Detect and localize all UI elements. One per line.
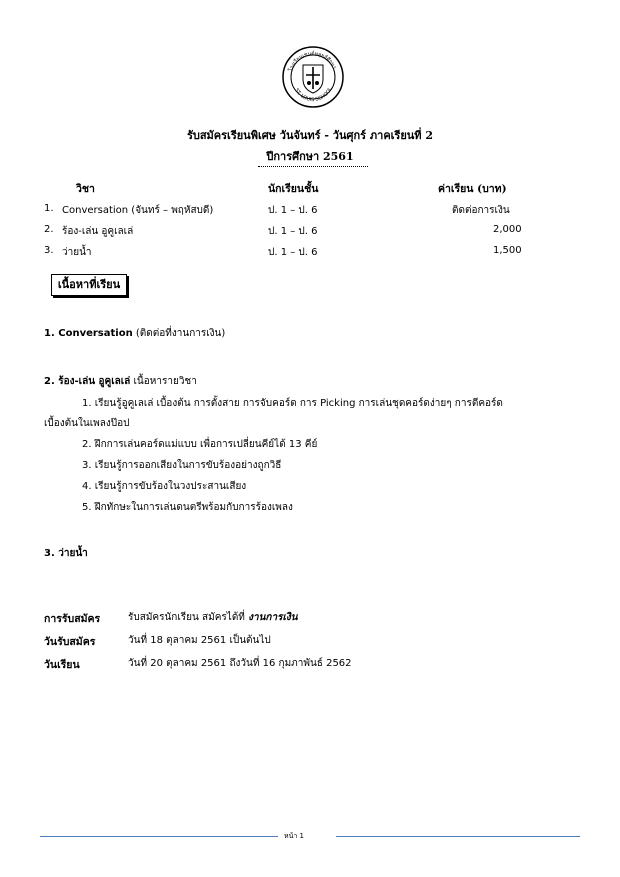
application-date-label: วันรับสมัคร <box>44 636 96 648</box>
page-title: รับสมัครเรียนพิเศษ วันจันทร์ - วันศุกร์ ภาคเรียนที่ 2 <box>186 129 434 142</box>
apply-value <box>128 610 298 625</box>
apply-text: รับสมัครนักเรียน สมัครได้ที่ <box>128 612 245 623</box>
section-2-item-2: 2. ฝึกการเล่นคอร์ดแม่แบบ เพื่อการเปลี่ยนคีย์ได้ 13 คีย์ <box>82 439 318 450</box>
table-row-fee: 1,500 <box>493 245 522 256</box>
footer-line-left <box>40 836 278 837</box>
table-row-no: 3. <box>44 245 54 256</box>
apply-place: งานการเงิน <box>248 612 298 623</box>
table-header-fee: ค่าเรียน (บาท) <box>438 183 507 195</box>
svg-text:ST. LOUIS SCHOOL: ST. LOUIS SCHOOL <box>293 86 334 104</box>
table-row-fee: 2,000 <box>493 224 522 235</box>
section-1-title: 1. Conversation <box>44 328 133 339</box>
page-number: หน้า 1 <box>284 832 305 840</box>
section-2-suffix: เนื้อหารายวิชา <box>133 376 197 387</box>
school-seal-logo <box>281 45 345 109</box>
study-date-value: วันที่ 20 ตุลาคม 2561 ถึงวันที่ 16 กุมภาพันธ์ 2562 <box>128 658 352 669</box>
table-header-level: นักเรียนชั้น <box>268 183 319 195</box>
academic-year: ปีการศึกษา 2561 <box>266 150 354 163</box>
section-2-item-4: 4. เรียนรู้การขับร้องในวงประสานเสียง <box>82 481 247 492</box>
apply-label: การรับสมัคร <box>44 613 101 625</box>
divider <box>258 166 368 167</box>
table-row-level: ป. 1 – ป. 6 <box>268 205 318 216</box>
section-2 <box>44 374 197 389</box>
study-date-label: วันเรียน <box>44 659 80 671</box>
application-date-value: วันที่ 18 ตุลาคม 2561 เป็นต้นไป <box>128 635 271 646</box>
section-2-item-3: 3. เรียนรู้การออกเสียงในการขับร้องอย่างถูกวิธี <box>82 460 282 471</box>
section-2-item-1: 1. เรียนรู้อูคูเลเล่ เบื้องต้น การตั้งสาย การจับคอร์ด การ Picking การเล่นชุดคอร์ดง่ายๆ การตีคอร์ด <box>82 398 503 409</box>
section-2-item-5: 5. ฝึกทักษะในการเล่นดนตรีพร้อมกับการร้องเพลง <box>82 502 293 513</box>
section-1 <box>44 326 225 341</box>
section-2-title: 2. ร้อง-เล่น อูคูเลเล่ <box>44 376 131 387</box>
table-header-subject: วิชา <box>76 183 95 195</box>
table-row-fee: ติดต่อการเงิน <box>452 205 510 216</box>
table-row-level: ป. 1 – ป. 6 <box>268 226 318 237</box>
table-row-no: 2. <box>44 224 54 235</box>
table-row-subject: Conversation (จันทร์ – พฤหัสบดี) <box>62 205 214 216</box>
section-2-item-1-cont: เบื้องต้นในเพลงป๊อป <box>44 418 130 429</box>
svg-text:โรงเรียนเซนต์หลุยส์ศึกษา: โรงเรียนเซนต์หลุยส์ศึกษา <box>287 50 338 73</box>
section-1-note: (ติดต่อที่งานการเงิน) <box>135 328 226 339</box>
table-row-no: 1. <box>44 203 54 214</box>
table-row-level: ป. 1 – ป. 6 <box>268 247 318 258</box>
section-3-title: 3. ว่ายน้ำ <box>44 548 88 559</box>
table-row-subject: ว่ายน้ำ <box>62 247 92 258</box>
content-heading-box: เนื้อหาที่เรียน <box>51 274 127 296</box>
table-row-subject: ร้อง-เล่น อูคูเลเล่ <box>62 226 134 237</box>
footer-line-right <box>336 836 580 837</box>
